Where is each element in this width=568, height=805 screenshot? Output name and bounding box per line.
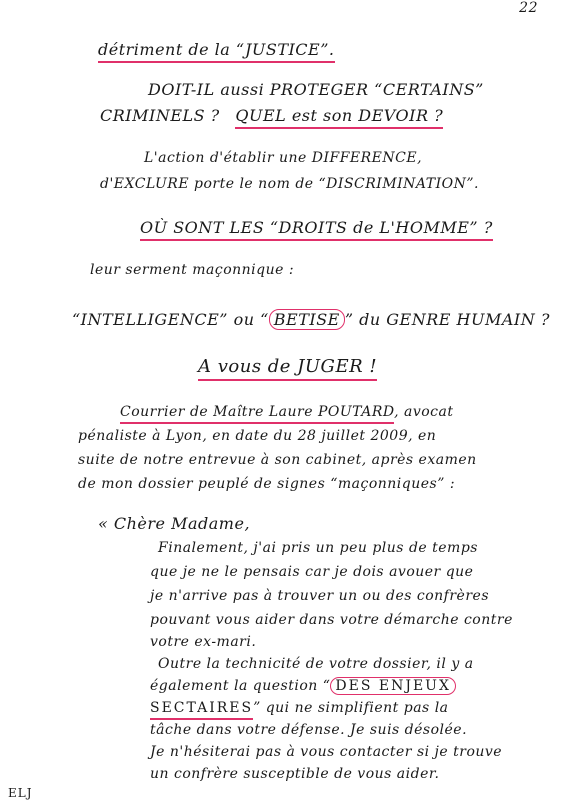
letter-line-5: votre ex-mari. bbox=[150, 634, 257, 650]
line-serment: leur serment maçonnique : bbox=[90, 262, 295, 278]
line-justice bbox=[98, 40, 335, 59]
genre-humain-text: ” du GENRE HUMAIN ? bbox=[344, 310, 550, 329]
line-exclure: d'EXCLURE porte le nom de “DISCRIMINATION”. bbox=[100, 176, 479, 192]
courrier-text: Courrier de Maître Laure POUTARD bbox=[120, 404, 394, 424]
droits-homme-text: OÙ SONT LES “DROITS de L'HOMME” ? bbox=[140, 218, 493, 241]
letter-line-4: pouvant vous aider dans votre démarche contre bbox=[150, 612, 513, 628]
simplifient-text: ” qui ne simplifient pas la bbox=[253, 700, 449, 716]
line-salutation: « Chère Madame, bbox=[98, 514, 251, 533]
line-courrier bbox=[120, 404, 454, 420]
line-droits-homme bbox=[140, 218, 493, 237]
question-text: également la question “ bbox=[150, 678, 331, 694]
quel-devoir-text: QUEL est son DEVOIR ? bbox=[235, 106, 443, 129]
letter-line-7 bbox=[150, 678, 456, 694]
line-entrevue: suite de notre entrevue à son cabinet, après examen bbox=[78, 452, 477, 468]
line-penaliste: pénaliste à Lyon, en date du 28 juillet 2009, en bbox=[78, 428, 437, 444]
line-action: L'action d'établir une DIFFERENCE, bbox=[144, 150, 423, 166]
intelligence-text: “INTELLIGENCE” ou “ bbox=[72, 310, 269, 329]
letter-line-10: Je n'hésiterai pas à vous contacter si je trouve bbox=[150, 744, 503, 760]
line-dossier: de mon dossier peuplé de signes “maçonniques” : bbox=[78, 476, 456, 492]
line-juger bbox=[198, 356, 377, 377]
sectaires-text: SECTAIRES bbox=[150, 700, 253, 720]
line-criminels bbox=[100, 106, 443, 125]
letter-line-2: que je ne le pensais car je dois avouer que bbox=[150, 564, 474, 580]
avocat-text: , avocat bbox=[394, 404, 454, 420]
betise-text: BETISE bbox=[269, 309, 345, 330]
page-number: 22 bbox=[519, 0, 538, 16]
justice-text: détriment de la “JUSTICE”. bbox=[98, 40, 335, 63]
juger-text: A vous de JUGER ! bbox=[198, 356, 377, 381]
letter-line-6: Outre la technicité de votre dossier, il y a bbox=[158, 656, 474, 672]
letter-line-1: Finalement, j'ai pris un peu plus de temps bbox=[158, 540, 478, 556]
line-doit-il: DOIT-IL aussi PROTEGER “CERTAINS” bbox=[148, 80, 484, 99]
enjeux-text: DES ENJEUX bbox=[330, 677, 456, 695]
letter-line-9: tâche dans votre défense. Je suis désolée. bbox=[150, 722, 468, 738]
line-intelligence bbox=[72, 310, 550, 329]
criminels-text: CRIMINELS ? bbox=[100, 106, 220, 125]
letter-line-3: je n'arrive pas à trouver un ou des confrères bbox=[150, 588, 490, 604]
letter-line-11: un confrère susceptible de vous aider. bbox=[150, 766, 440, 782]
footer-initials: ELJ bbox=[8, 786, 33, 800]
letter-line-8 bbox=[150, 700, 449, 716]
